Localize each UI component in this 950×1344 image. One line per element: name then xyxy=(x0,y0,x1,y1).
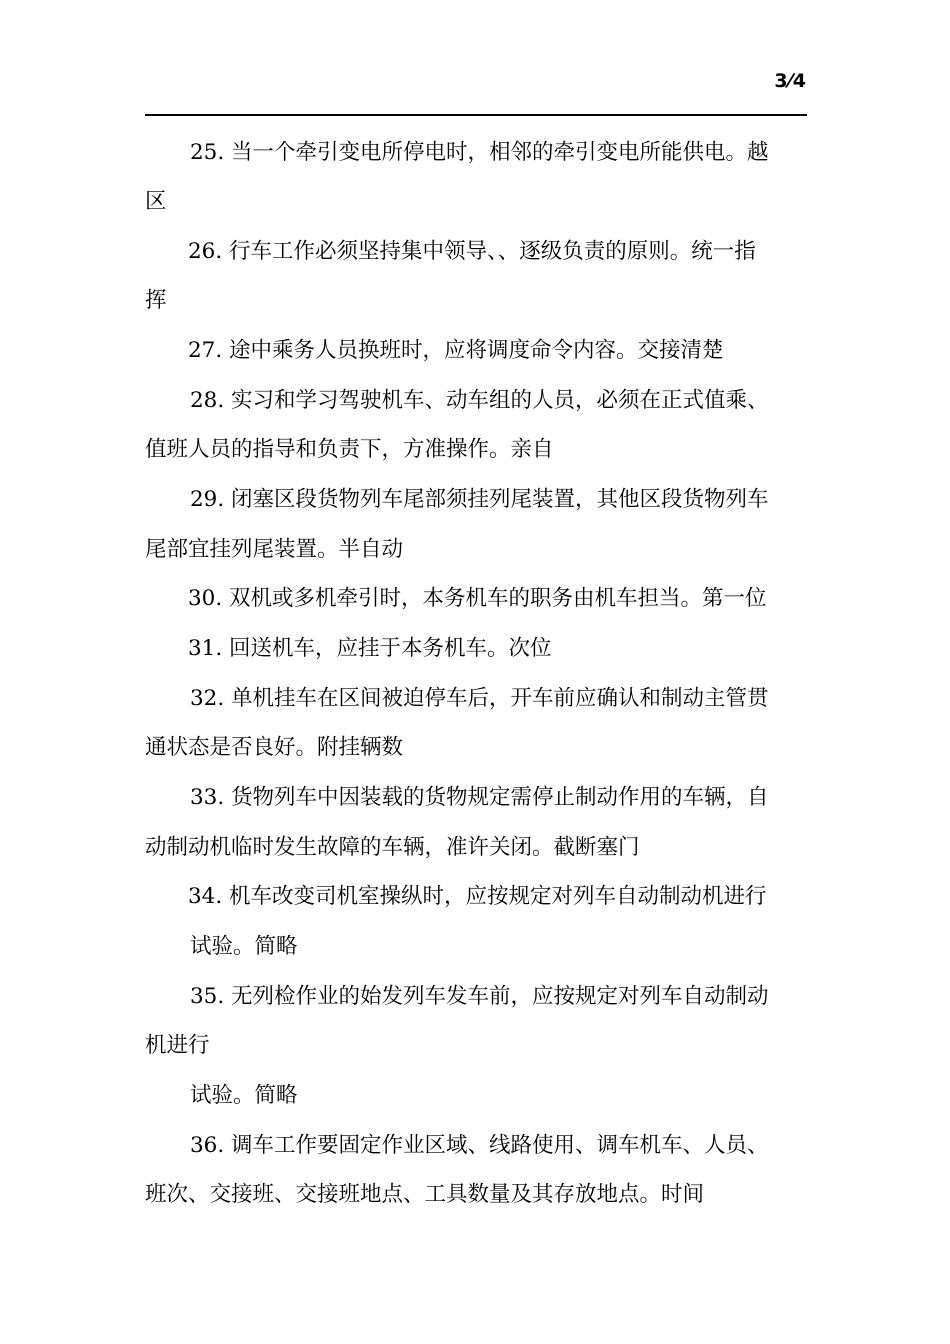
text-line: 尾部宜挂列尾装置。半自动 xyxy=(145,537,404,562)
text-line: 区 xyxy=(145,189,167,214)
text-line: 31. 回送机车，应挂于本务机车。次位 xyxy=(188,636,552,661)
text-line: 挥 xyxy=(145,288,167,313)
text-line: 33. 货物列车中因装载的货物规定需停止制动作用的车辆，自 xyxy=(190,785,769,810)
text-line: 机进行 xyxy=(145,1033,210,1058)
text-line: 25. 当一个牵引变电所停电时，相邻的牵引变电所能供电。越 xyxy=(190,140,769,165)
text-line: 36. 调车工作要固定作业区域、线路使用、调车机车、人员、 xyxy=(190,1133,769,1158)
text-line: 班次、交接班、交接班地点、工具数量及其存放地点。时间 xyxy=(145,1182,705,1207)
text-line: 试验。简略 xyxy=(190,934,298,959)
text-line: 35. 无列检作业的始发列车发车前，应按规定对列车自动制动 xyxy=(190,984,769,1009)
text-line: 26. 行车工作必须坚持集中领导、、逐级负责的原则。统一指 xyxy=(188,239,756,264)
text-line: 通状态是否良好。附挂辆数 xyxy=(145,735,404,760)
text-line: 值班人员的指导和负责下，方准操作。亲自 xyxy=(145,437,554,462)
text-line: 32. 单机挂车在区间被迫停车后，开车前应确认和制动主管贯 xyxy=(190,686,769,711)
page-number: 3⁄4 xyxy=(774,70,807,92)
text-line: 动制动机临时发生故障的车辆，准许关闭。截断塞门 xyxy=(145,835,640,860)
text-line: 29. 闭塞区段货物列车尾部须挂列尾装置，其他区段货物列车 xyxy=(190,487,769,512)
text-line: 试验。简略 xyxy=(190,1083,298,1108)
text-line: 28. 实习和学习驾驶机车、动车组的人员，必须在正式值乘、 xyxy=(190,388,769,413)
text-line: 30. 双机或多机牵引时，本务机车的职务由机车担当。第一位 xyxy=(188,586,767,611)
text-line: 27. 途中乘务人员换班时，应将调度命令内容。交接清楚 xyxy=(188,338,724,363)
text-line: 34. 机车改变司机室操纵时，应按规定对列车自动制动机进行 xyxy=(188,884,767,909)
